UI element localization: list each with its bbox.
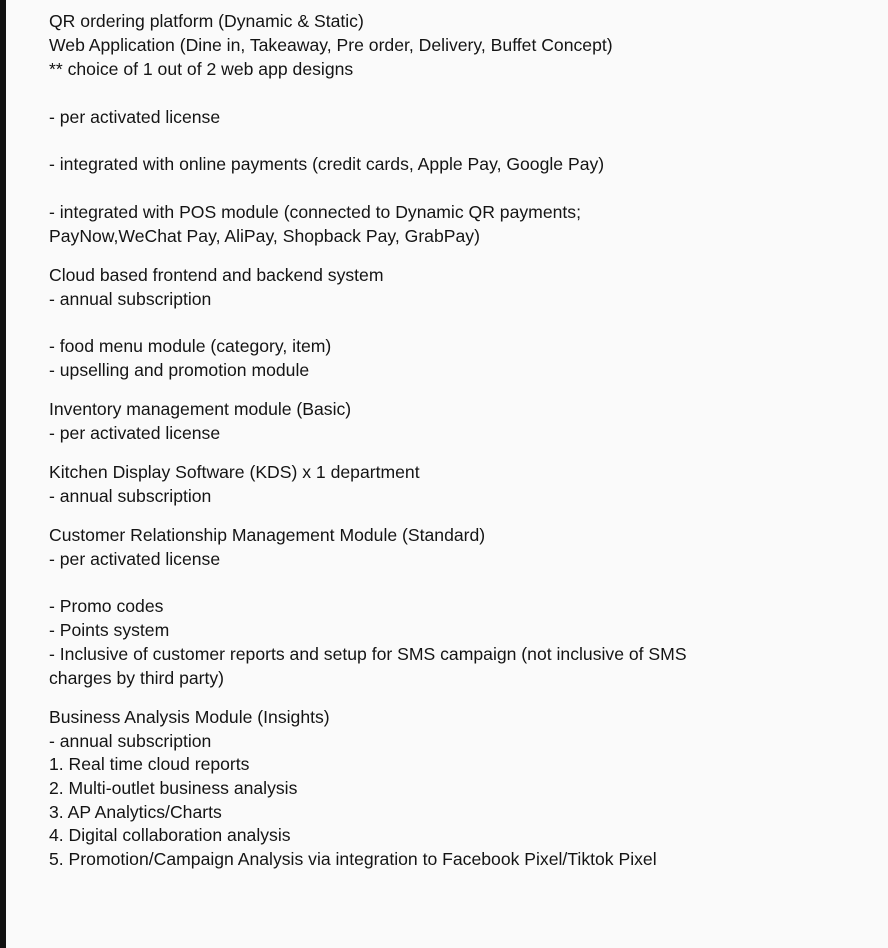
doc-line-promo-codes: - Promo codes bbox=[49, 596, 164, 616]
doc-line-per-license: - per activated license bbox=[49, 107, 221, 127]
doc-line-sms-charges: charges by third party) bbox=[49, 668, 225, 688]
doc-line-annual-subscription: - annual subscription bbox=[49, 289, 212, 309]
document-page bbox=[6, 0, 888, 948]
doc-line-points-system: - Points system bbox=[49, 620, 170, 640]
doc-line-food-menu: - food menu module (category, item) bbox=[49, 336, 332, 356]
doc-line-business-analysis: Business Analysis Module (Insights) bbox=[49, 707, 330, 727]
doc-line-online-payments: - integrated with online payments (credit cards, Apple Pay, Google Pay) bbox=[49, 154, 605, 174]
doc-line-inventory: Inventory management module (Basic) bbox=[49, 399, 352, 419]
doc-line-sms-campaign: - Inclusive of customer reports and setup for SMS campaign (not inclusive of SMS bbox=[49, 644, 687, 664]
doc-line-digital-collaboration: 4. Digital collaboration analysis bbox=[49, 825, 291, 845]
doc-line-upselling: - upselling and promotion module bbox=[49, 360, 310, 380]
doc-line-pos-module: - integrated with POS module (connected to Dynamic QR payments; bbox=[49, 202, 581, 222]
doc-line-kds: Kitchen Display Software (KDS) x 1 department bbox=[49, 462, 420, 482]
doc-line-ap-analytics: 3. AP Analytics/Charts bbox=[49, 802, 222, 822]
doc-line-qr-payment-methods: PayNow,WeChat Pay, AliPay, Shopback Pay, GrabPay) bbox=[49, 226, 480, 246]
doc-line-annual-subscription: - annual subscription bbox=[49, 731, 212, 751]
doc-line-annual-subscription: - annual subscription bbox=[49, 486, 212, 506]
doc-line-per-license: - per activated license bbox=[49, 423, 221, 443]
doc-line-multi-outlet: 2. Multi-outlet business analysis bbox=[49, 778, 298, 798]
doc-line-promotion-analysis: 5. Promotion/Campaign Analysis via integration to Facebook Pixel/Tiktok Pixel bbox=[49, 849, 657, 869]
doc-line-crm-module: Customer Relationship Management Module (Standard) bbox=[49, 525, 486, 545]
doc-line-web-application: Web Application (Dine in, Takeaway, Pre order, Delivery, Buffet Concept) bbox=[49, 35, 613, 55]
doc-line-realtime-reports: 1. Real time cloud reports bbox=[49, 754, 250, 774]
doc-line-title: QR ordering platform (Dynamic & Static) bbox=[49, 11, 364, 31]
doc-line-design-choice: ** choice of 1 out of 2 web app designs bbox=[49, 59, 354, 79]
doc-line-cloud-system: Cloud based frontend and backend system bbox=[49, 265, 384, 285]
doc-line-per-license: - per activated license bbox=[49, 549, 221, 569]
